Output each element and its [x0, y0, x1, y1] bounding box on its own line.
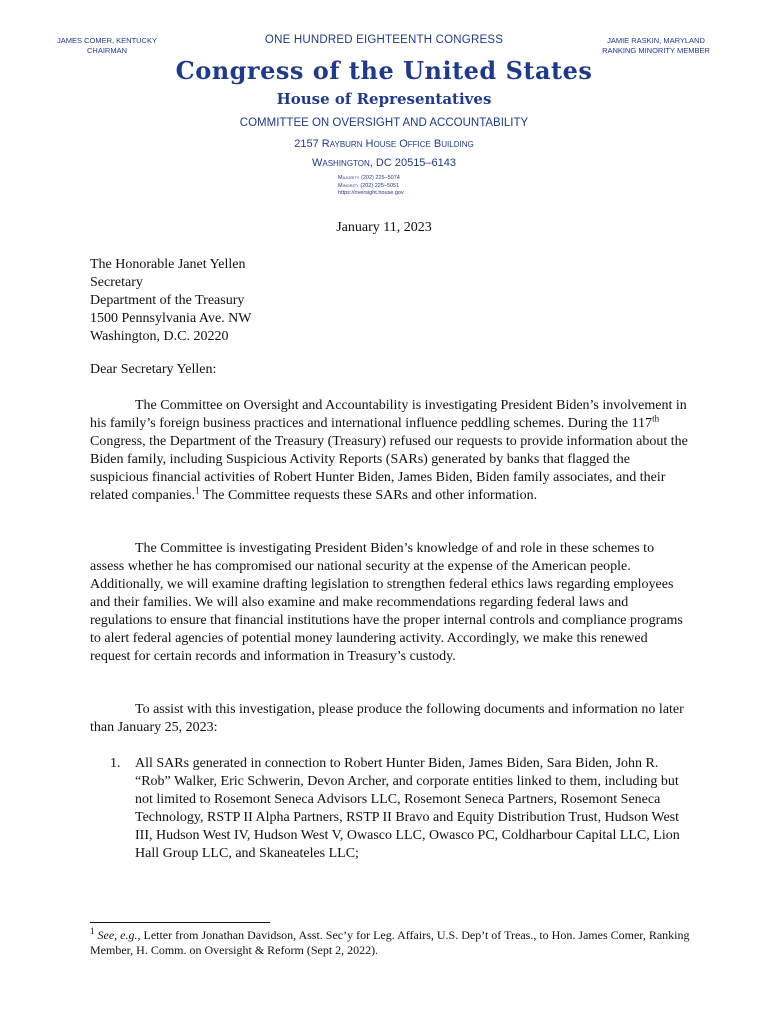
list-item-number: 1. — [110, 756, 121, 771]
paragraph-2-text: The Committee is investigating President Biden’s knowledge of and role in these schemes to assess whether he has compromised our national security at the expense of the American people. Additionally, we will examine drafting legislation to strengthen federal ethics laws regarding employees and their families. We will also examine and make recommendations regarding federal laws and regulations to ensure that financial institutions have the proper internal controls and compliance programs to alert federal agencies of potential money laundering activity. Accordingly, we make this renewed request for certain records and information in Treasury’s custody. — [90, 541, 683, 664]
footnote-reference[interactable]: 1 — [194, 485, 200, 496]
letter-date: January 11, 2023 — [336, 220, 432, 235]
paragraph-1-text-a: The Committee on Oversight and Accountability is investigating President Biden’s involvement in his family’s foreign business practices and international influence peddling schemes. During the 117 — [90, 398, 687, 431]
minority-phone: Minority (202) 225–5051 — [338, 182, 400, 189]
paragraph-2 — [90, 540, 690, 666]
list-item-text: All SARs generated in connection to Robert Hunter Biden, James Biden, Sara Biden, John R. “Rob” Walker, Eric Schwerin, Devon Archer, and corporate entities linked to them, including but not limited to Rosemont Seneca Advisors LLC, Rosemont Seneca Partners, Rosemont Seneca Technology, RSTP II Alpha Partners, RSTP II Bravo and Equity Distribution Trust, Hudson West III, Hudson West IV, Hudson West V, Owasco LLC, Owasco PC, Coldharbour Capital LLC, Lion Hall Group LLC, and Skaneateles LLC; — [135, 756, 680, 861]
committee-city: Washington, DC 20515–6143 — [311, 157, 457, 169]
salutation: Dear Secretary Yellen: — [90, 362, 217, 377]
footnote — [90, 928, 690, 958]
paragraph-3 — [90, 701, 690, 737]
footnote-signal: See, e.g. — [97, 928, 138, 942]
recipient-department: Department of the Treasury — [90, 293, 245, 308]
ranking-member-name: JAMIE RASKIN, MARYLAND — [607, 36, 705, 45]
congress-number: ONE HUNDRED EIGHTEENTH CONGRESS — [264, 34, 504, 46]
contact-block — [338, 175, 404, 198]
house-title: House of Representatives — [276, 90, 492, 108]
footnote-number: 1 — [90, 926, 95, 936]
recipient-city: Washington, D.C. 20220 — [90, 329, 229, 344]
committee-address: 2157 Rayburn House Office Building — [294, 138, 474, 150]
majority-phone: Majority (202) 225–5074 — [338, 175, 400, 181]
recipient-title: Secretary — [90, 275, 143, 290]
recipient-name: The Honorable Janet Yellen — [90, 257, 246, 272]
paragraph-3-text: To assist with this investigation, please produce the following documents and information no later than January 25, 2023: — [90, 702, 684, 735]
chairman-name: JAMES COMER, KENTUCKY — [56, 36, 157, 45]
recipient-address — [90, 256, 252, 346]
footnote-text: , Letter from Jonathan Davidson, Asst. Sec’y for Leg. Affairs, U.S. Dep’t of Treas., to Hon. James Comer, Ranking Member, H. Comm. on Oversight & Reform (Sept 2, 2022). — [90, 928, 690, 957]
recipient-street: 1500 Pennsylvania Ave. NW — [90, 311, 252, 326]
footnote-divider — [90, 922, 270, 923]
ranking-member-title: RANKING MINORITY MEMBER — [602, 46, 710, 55]
paragraph-1-text-c: The Committee requests these SARs and other information. — [199, 488, 538, 503]
chairman-title: CHAIRMAN — [86, 46, 127, 55]
committee-name: COMMITTEE ON OVERSIGHT AND ACCOUNTABILITY — [239, 117, 529, 129]
paragraph-1 — [90, 397, 690, 505]
paragraph-1-text-b: Congress, the Department of the Treasury (Treasury) refused our requests to provide information about the Biden family, including Suspicious Activity Reports (SARs) generated by banks that flagged the suspicious financial activities of Robert Hunter Biden, James Biden, Biden family associates, and their related companies. — [90, 434, 688, 503]
committee-website[interactable]: https://oversight.house.gov — [338, 190, 404, 196]
ordinal-superscript: th — [652, 413, 660, 424]
congress-title: Congress of the United States — [175, 56, 593, 85]
